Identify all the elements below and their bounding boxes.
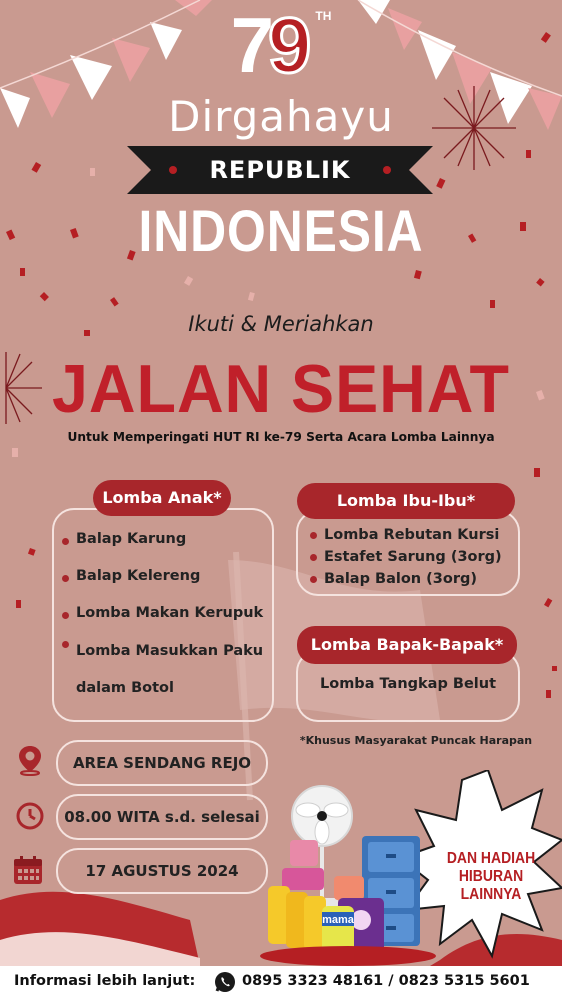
prize-line-1: DAN HADIAH bbox=[446, 850, 536, 867]
participant-note: *Khusus Masyarakat Puncak Harapan bbox=[299, 734, 533, 747]
number-nine: 9 bbox=[268, 1, 312, 89]
time-text: 08.00 WITA s.d. selesai bbox=[56, 794, 268, 840]
list-item: Lomba Rebutan Kursi bbox=[324, 524, 524, 546]
list-item: Lomba Masukkan Paku dalam Botol bbox=[76, 633, 272, 707]
whatsapp-icon bbox=[214, 971, 236, 993]
lomba-ibu-list bbox=[324, 524, 524, 590]
lomba-anak-label: Lomba Anak* bbox=[93, 480, 231, 516]
lomba-ibu-label: Lomba Ibu-Ibu* bbox=[297, 483, 515, 519]
ordinal-suffix: TH bbox=[315, 9, 332, 23]
list-item: Balap Karung bbox=[76, 530, 272, 549]
list-item: Lomba Makan Kerupuk bbox=[76, 604, 272, 623]
product-label: mama bbox=[322, 914, 354, 926]
lomba-bapak-item: Lomba Tangkap Belut bbox=[320, 676, 496, 692]
list-item: Estafet Sarung (3org) bbox=[324, 546, 524, 568]
event-title: JALAN SEHAT bbox=[52, 351, 510, 427]
dirgahayu-text: Dirgahayu bbox=[168, 92, 394, 141]
lomba-bapak-label: Lomba Bapak-Bapak* bbox=[297, 626, 517, 664]
indonesia-text: INDONESIA bbox=[138, 199, 424, 264]
footer-label: Informasi lebih lanjut: bbox=[14, 973, 196, 989]
footer-phones: 0895 3323 48161 / 0823 5315 5601 bbox=[242, 973, 530, 989]
number-seven: 7 bbox=[230, 1, 268, 89]
republik-text: REPUBLIK bbox=[209, 156, 351, 184]
calendar-icon bbox=[12, 854, 44, 886]
location-text: AREA SENDANG REJO bbox=[56, 740, 268, 786]
list-item: Balap Balon (3org) bbox=[324, 568, 524, 590]
clock-icon bbox=[14, 800, 46, 832]
prize-items-illustration bbox=[258, 780, 448, 966]
event-subtitle: Untuk Memperingati HUT RI ke-79 Serta Acara Lomba Lainnya bbox=[67, 430, 495, 444]
prize-line-2: HIBURAN bbox=[458, 868, 524, 885]
basin-icon bbox=[260, 946, 436, 966]
anniversary-number bbox=[0, 0, 562, 91]
location-pin-icon bbox=[14, 744, 46, 776]
prize-text bbox=[442, 850, 541, 904]
cooking-oil-icon bbox=[268, 886, 326, 950]
prize-line-3: LAINNYA bbox=[460, 886, 522, 903]
intro-text: Ikuti & Meriahkan bbox=[188, 312, 374, 336]
lomba-anak-list bbox=[76, 530, 272, 725]
date-text: 17 AGUSTUS 2024 bbox=[56, 848, 268, 894]
list-item: Balap Kelereng bbox=[76, 567, 272, 586]
